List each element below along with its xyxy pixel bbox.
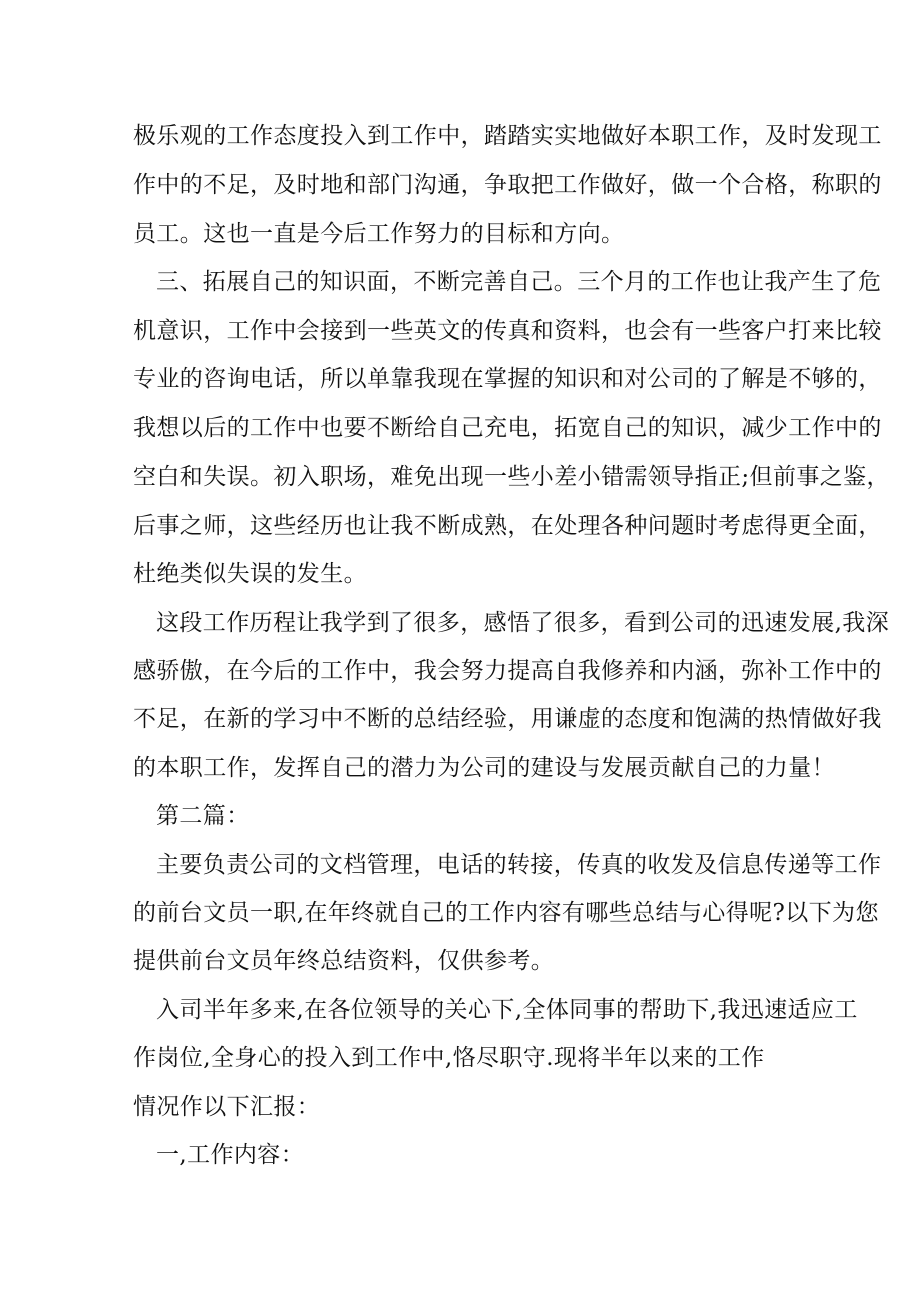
paragraph-2-line-5: 空白和失误。初入职场，难免出现一些小差小错需领导指正;但前事之鉴， [133, 464, 890, 490]
paragraph-2-line-7: 杜绝类似失误的发生。 [133, 561, 367, 587]
paragraph-5-line-2: 作岗位,全身心的投入到工作中,恪尽职守.现将半年以来的工作 [133, 1045, 765, 1071]
paragraph-3-line-1: 这段工作历程让我学到了很多，感悟了很多，看到公司的迅速发展,我深 [156, 610, 890, 636]
paragraph-2-line-6: 后事之师，这些经历也让我不断成熟，在处理各种问题时考虑得更全面， [133, 513, 882, 539]
paragraph-4-line-3: 提供前台文员年终总结资料，仅供参考。 [133, 948, 555, 974]
paragraph-3-line-4: 的本职工作，发挥自己的潜力为公司的建设与发展贡献自己的力量！ [133, 755, 835, 781]
paragraph-2-line-2: 机意识，工作中会接到一些英文的传真和资料，也会有一些客户打来比较 [133, 318, 882, 344]
paragraph-5-line-3: 情况作以下汇报： [133, 1094, 321, 1120]
paragraph-1-line-1: 极乐观的工作态度投入到工作中，踏踏实实地做好本职工作，及时发现工 [133, 123, 882, 149]
section-heading: 第二篇： [156, 803, 250, 829]
paragraph-4-line-2: 的前台文员一职,在年终就自己的工作内容有哪些总结与心得呢?以下为您 [133, 900, 879, 926]
paragraph-5-line-1: 入司半年多来,在各位领导的关心下,全体同事的帮助下,我迅速适应工 [156, 997, 858, 1023]
paragraph-1-line-3: 员工。这也一直是今后工作努力的目标和方向。 [133, 221, 625, 247]
paragraph-3-line-3: 不足，在新的学习中不断的总结经验，用谦虚的态度和饱满的热情做好我 [133, 706, 882, 732]
paragraph-2-line-3: 专业的咨询电话，所以单靠我现在掌握的知识和对公司的了解是不够的， [133, 366, 882, 392]
paragraph-2-line-4: 我想以后的工作中也要不断给自己充电，拓宽自己的知识，减少工作中的 [133, 415, 882, 441]
paragraph-2-line-1: 三、拓展自己的知识面，不断完善自己。三个月的工作也让我产生了危 [156, 269, 882, 295]
paragraph-3-line-2: 感骄傲，在今后的工作中，我会努力提高自我修养和内涵，弥补工作中的 [133, 658, 882, 684]
paragraph-1-line-2: 作中的不足，及时地和部门沟通，争取把工作做好，做一个合格，称职的 [133, 172, 882, 198]
paragraph-4-line-1: 主要负责公司的文档管理，电话的转接，传真的收发及信息传递等工作 [156, 852, 882, 878]
subheading-work-content: 一,工作内容： [156, 1142, 305, 1168]
